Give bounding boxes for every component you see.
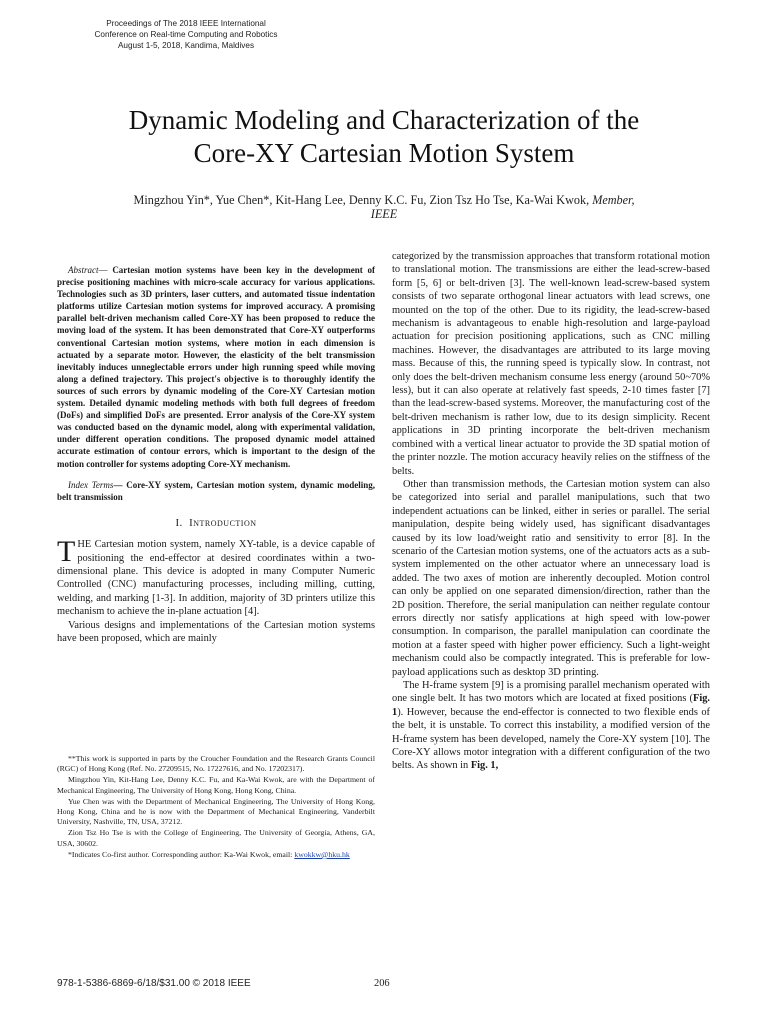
footnote-funding: **This work is supported in parts by the Croucher Foundation and the Research Grants Council (RGC) of Hong Kong (Ref. No. 27209515, No. 17227616, and No. 17202317). <box>57 754 375 774</box>
paper-title <box>70 104 698 170</box>
index-terms <box>57 479 375 503</box>
right-column <box>392 250 710 773</box>
intro-paragraph-1 <box>57 535 375 618</box>
copyright-isbn: 978-1-5386-6869-6/18/$31.00 © 2018 IEEE <box>57 978 251 989</box>
index-terms-text: Core-XY system, Cartesian motion system, dynamic modeling, belt transmission <box>57 479 375 502</box>
footnote-corresponding-text: *Indicates Co-first author. Corresponding author: Ka-Wai Kwok, email: <box>68 849 293 859</box>
proceedings-header <box>76 18 296 51</box>
abstract <box>57 264 375 470</box>
page-number: 206 <box>374 978 390 989</box>
left-column <box>57 264 375 645</box>
right-paragraph-3 <box>392 679 710 773</box>
author-member: Member, <box>592 193 635 207</box>
footnote-affiliation-3: Zion Tsz Ho Tse is with the College of Engineering, The University of Georgia, Athens, GA, USA, 30602. <box>57 828 375 848</box>
intro-paragraph-1-text: HE Cartesian motion system, namely XY-table, is a device capable of positioning the end-effector at desired coordinates within a two-dimensional plane. This device is adopted in many Computer Numeric Controlled (CNC) manufacturing processes, including milling, cutting, welding, and marking [1-3]. In addition, majority of 3D printers utilize this mechanism to achieve the in-plane actuation [4]. <box>57 539 375 618</box>
proceedings-line-1: Proceedings of The 2018 IEEE International <box>106 19 266 28</box>
right-paragraph-1: categorized by the transmission approaches that transform rotational motion to translational motion. The transmissions are either the lead-screw-based form [5, 6] or belt-driven [3]. The well-known lead-screw-based system consists of two separate orthogonal linear actuators with lead screws, one mounted on the top of the other. Due to its rigidity, the lead-screw-based mechanism is advantageous to enable high-resolution and large-payload actuation for precision positioning applications, such as CNC milling machines. However, the disadvantages are attributed to its large moving mass. Because of this, the running speed is typically slow. In contrast, not only does the belt-driven mechanism consume less energy (around 50~70% less), but it can also operate at relatively fast speeds, 2-10 times faster [7] than the lead-screw-based systems. Moreover, the manufacturing cost of the belt-driven mechanism is rather low, due to its design simplicity. Recent applications in 3D printing incorporate the belt-driven mechanism combined with a vertical linear actuator to provide the 3D spatial motion of the printer nozzle. The motion accuracy heavily relies on the stiffness of the belts. <box>392 251 710 477</box>
footnotes <box>57 754 375 861</box>
paper-title-line-1: Dynamic Modeling and Characterization of the <box>128 105 640 135</box>
email-link[interactable]: kwokkw@hku.hk <box>294 849 350 859</box>
index-terms-label: Index Terms <box>68 479 114 490</box>
author-names: Mingzhou Yin*, Yue Chen*, Kit-Hang Lee, Denny K.C. Fu, Zion Tsz Ho Tse, Ka-Wai Kwok, <box>133 193 590 207</box>
footnote-corresponding <box>57 850 375 860</box>
abstract-text: Cartesian motion systems have been key in the development of precise positioning machines with micro-scale accuracy for various applications. Technologies such as 3D printers, laser cutters, and automated tissue indentation platforms utilize Cartesian motion systems for improved accuracy. A promising parallel belt-driven mechanism called Core-XY has been proposed to reduce the moving load of the system. It has been demonstrated that Core-XY outperforms conventional Cartesian motion systems, where motion in each dimension is actuated by a separate motor. However, the elasticity of the belt transmission inevitably induces unneglectable errors under high running speed while moving along a defined trajectory. This project's objective is to thoroughly identify the sources of such errors by dynamic modeling of the Core-XY Cartesian motion system. Detailed dynamic modeling methods with both full degrees of freedom (DoFs) and simplified DoFs are presented. Error analysis of the Core-XY system was conducted based on the dynamic model, along with experimental validation, under different operation conditions. The proposed dynamic model attained accurate estimation of contour errors, which is important to the design of the motion controller for systems adopting Core-XY mechanism. <box>57 265 375 469</box>
right-paragraph-2: Other than transmission methods, the Cartesian motion system can also be categorized into serial and parallel manipulations, such that two independent actuations can be linked, either in series or parallel. The serial manipulation, despite being widely used, has significant disadvantages caused by its low load/weight ratio and sensitivity to error [8]. In the scenario of the Cartesian motion systems, one of the actuators acts as a sub-system implemented on the other actuator where an unnecessary load is added. The two axes of motion are inherently decoupled. Motion control can only be applied on one separated dimension/direction, rather than the 2D position. Therefore, the serial manipulation can neither regulate contour errors directly nor satisfy applications at high speed with low-power consumption. In comparison, the parallel manipulation can coordinate the motion at a faster speed with higher power efficiency. Such a light-weight mechanism could also be compactly integrated. This is preferable for low-payload applications such as desktop 3D printing. <box>392 478 710 678</box>
footnote-affiliation-1: Mingzhou Yin, Kit-Hang Lee, Denny K.C. Fu, and Ka-Wai Kwok, are with the Department of Mechanical Engineering, The University of Hong Kong, Hong Kong, China. <box>57 775 375 795</box>
index-terms-dash: — <box>113 479 123 490</box>
proceedings-line-2: Conference on Real-time Computing and Robotics <box>94 30 278 39</box>
section-heading-introduction <box>57 517 375 530</box>
right-paragraph-3-part-c: , <box>495 760 499 772</box>
right-paragraph-3-part-a: The H-frame system [9] is a promising parallel mechanism operated with one single belt. It has two motors which are located at fixed positions ( <box>392 680 710 705</box>
abstract-label: Abstract <box>68 265 99 275</box>
right-paragraph-3-part-b: ). However, because the end-effector is connected to two flexible ends of the belt, it is unstable. To correct this instability, a modified version of the H-frame system has been developed, namely the Core-XY system [10]. The Core-XY allows motor integration with a different configuration of the two belts. As shown in <box>392 706 710 772</box>
drop-cap: T <box>57 535 76 569</box>
section-title: Introduction <box>189 516 257 529</box>
intro-paragraph-2: Various designs and implementations of the Cartesian motion systems have been proposed, which are mainly <box>57 619 375 645</box>
author-ieee: IEEE <box>370 207 398 221</box>
footnote-affiliation-2: Yue Chen was with the Department of Mechanical Engineering, The University of Hong Kong, Hong Kong, China and he is now with the Department of Mechanical Engineering, Vanderbilt University, Nashville, TN, USA, 37212. <box>57 796 375 827</box>
proceedings-line-3: August 1-5, 2018, Kandima, Maldives <box>117 41 255 50</box>
paper-title-line-2: Core-XY Cartesian Motion System <box>193 138 575 168</box>
author-list <box>80 193 688 221</box>
figure-ref-2: Fig. 1 <box>470 760 496 772</box>
figure-ref: Fig. 1 <box>392 693 710 718</box>
section-number: I. <box>175 516 183 529</box>
abstract-dash: — <box>98 265 108 275</box>
